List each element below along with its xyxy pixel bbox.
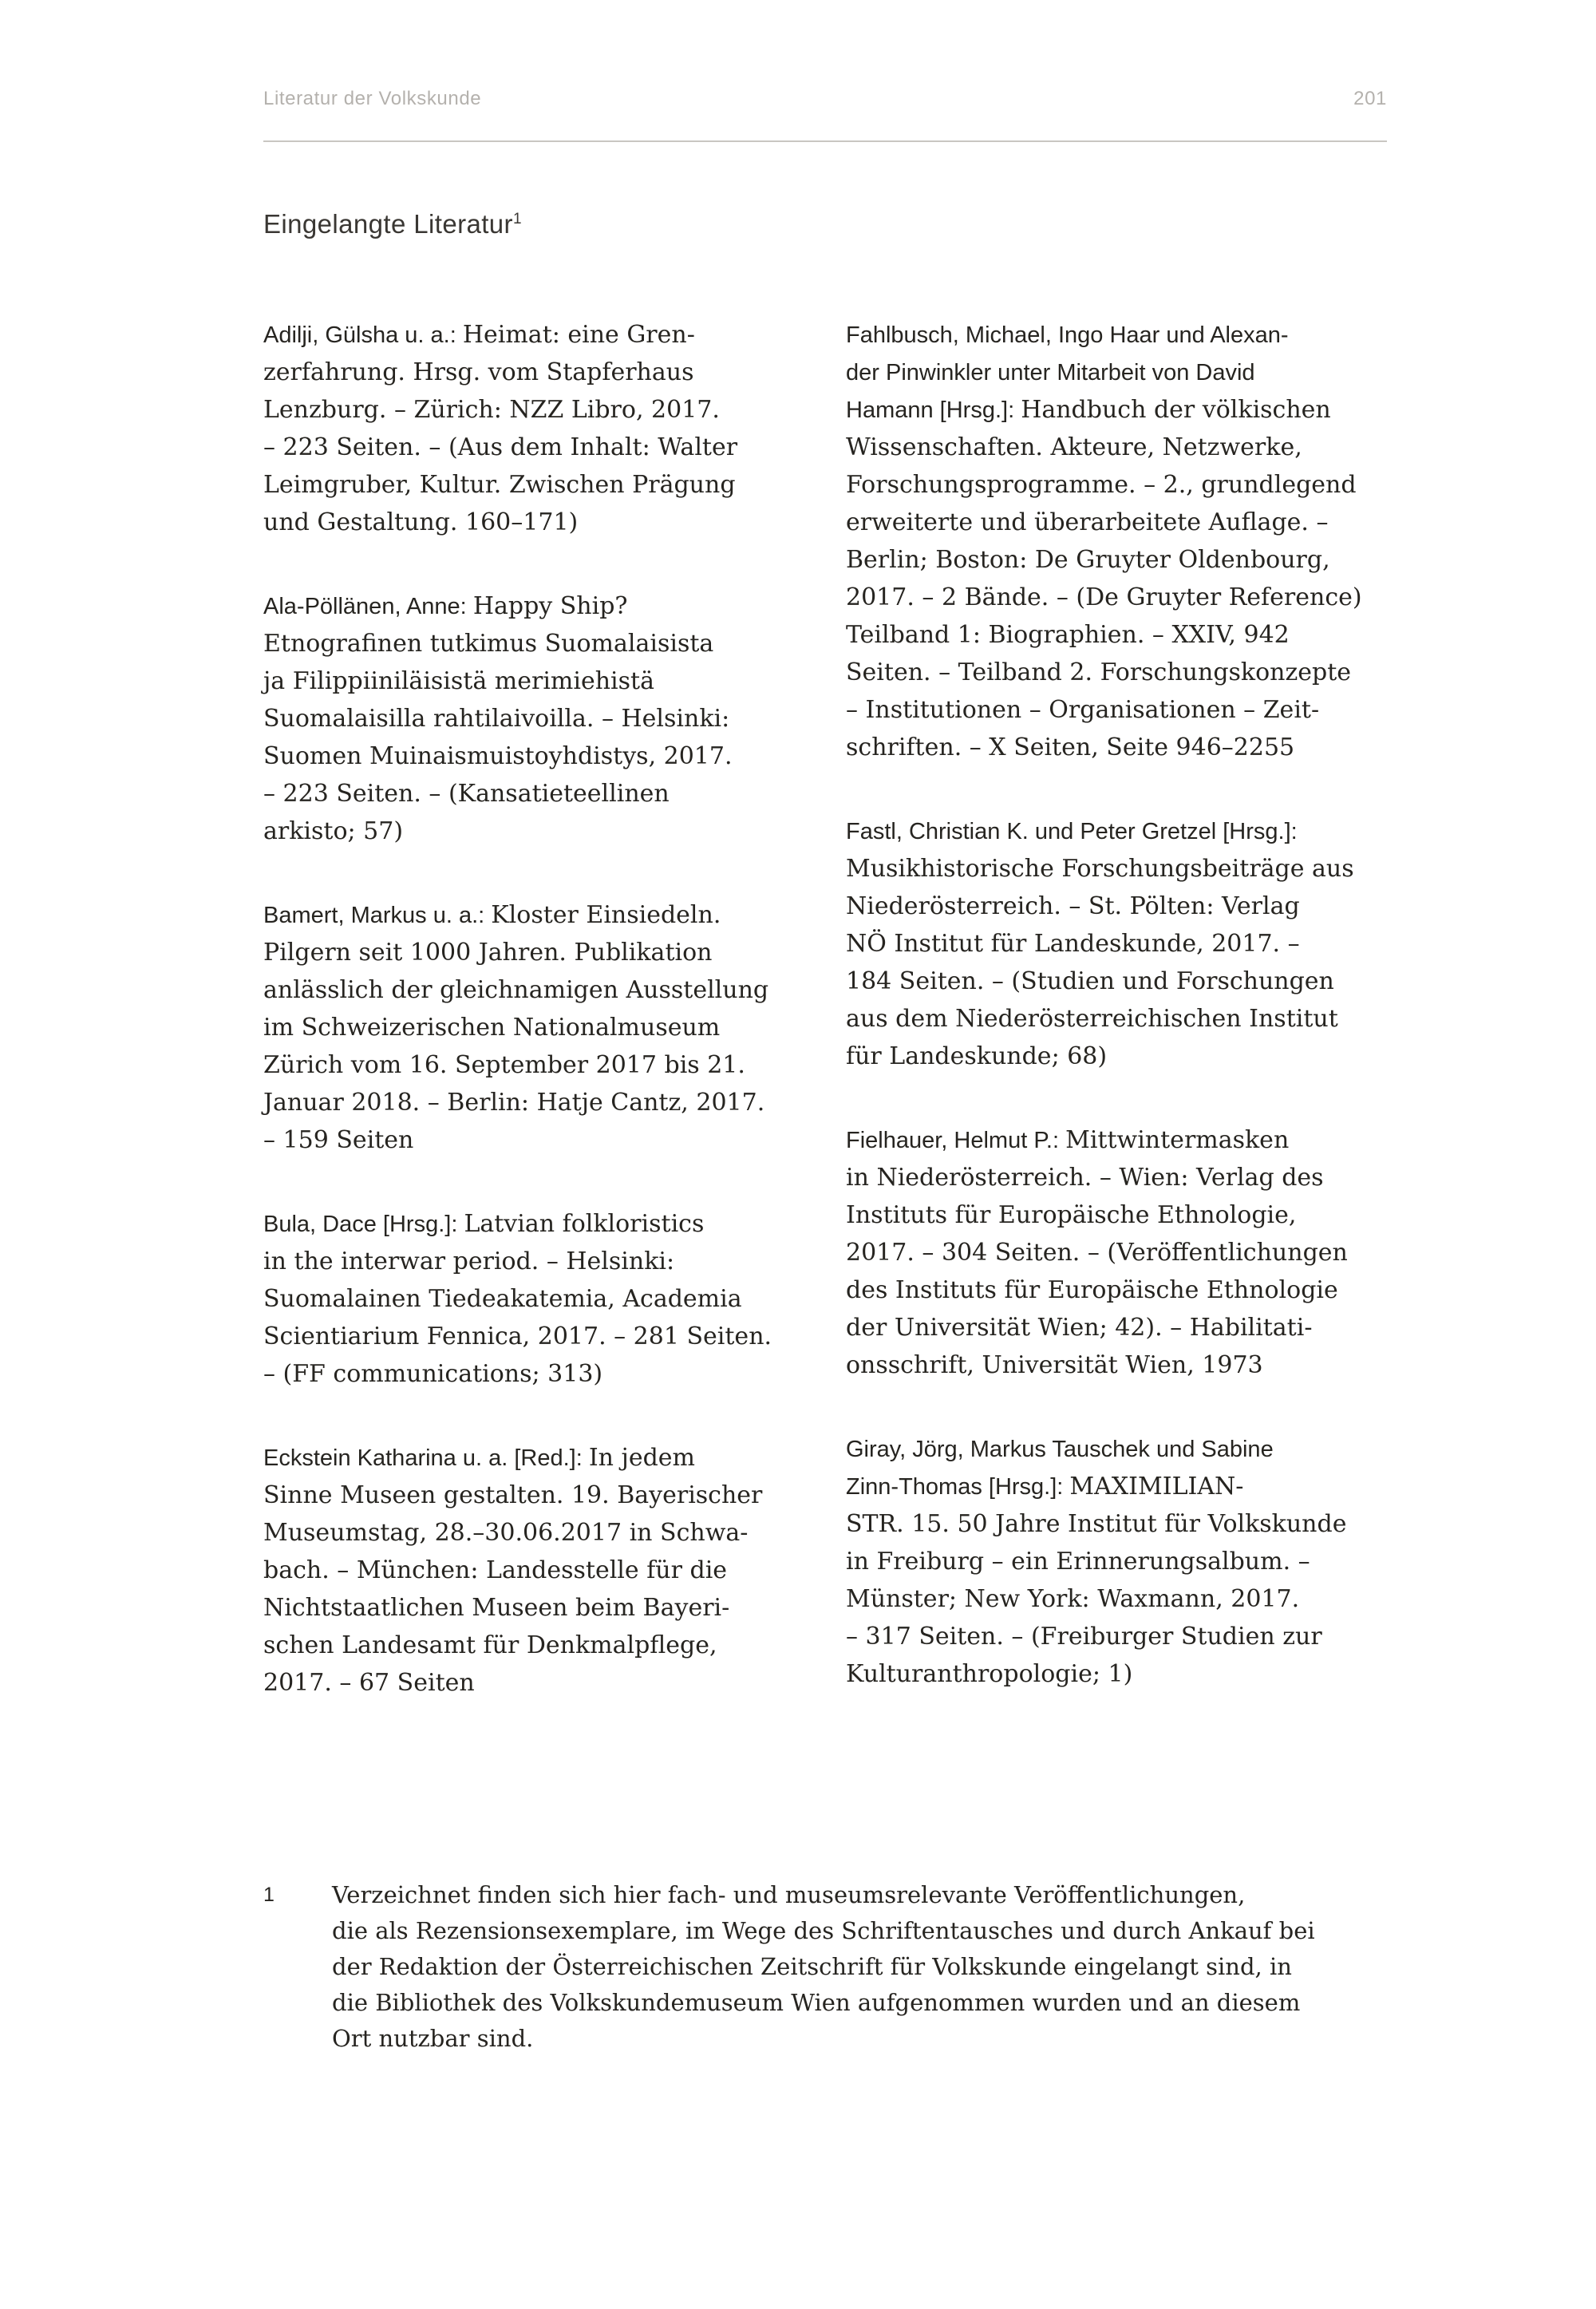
entry-text: erweiterte und überarbeitete Auflage. – [846,508,1329,536]
entry-text: Lenzburg. – Zürich: NZZ Libro, 2017. [263,396,720,424]
bib-line [846,850,1396,888]
bibliography-columns [263,316,1396,1748]
bib-line [846,654,1396,691]
bib-line [846,691,1396,729]
entry-text: Latvian folkloristics [464,1210,705,1238]
bib-line [846,1121,1396,1159]
bib-line [263,1084,790,1121]
bib-line [263,700,790,737]
entry-text: – 317 Seiten. – (Freiburger Studien zur [846,1623,1322,1651]
author-name: Adilji, Gülsha u. a.: [263,322,463,348]
entry-text: Wissenschaften. Akteure, Netzwerke, [846,433,1302,461]
entry-text: 2017. – 304 Seiten. – (Veröffentlichungen [846,1239,1348,1267]
bib-line [263,1552,790,1589]
bib-line [263,1627,790,1664]
bib-line [846,1580,1396,1618]
page-title [263,209,522,239]
bib-line [846,1430,1396,1468]
entry-text: Instituts für Europäische Ethnologie, [846,1201,1297,1229]
bib-line [846,1468,1396,1505]
entry-text: – (FF communications; 313) [263,1360,603,1388]
header-rule [263,140,1387,142]
footnote-line: die als Rezensionsexemplare, im Wege des Schriftentausches und durch Ankauf bei [332,1917,1315,1944]
entry-text: schriften. – X Seiten, Seite 946–2255 [846,733,1295,761]
bib-line [846,925,1396,963]
entry-text: Zürich vom 16. September 2017 bis 21. [263,1051,745,1079]
bib-line [263,1009,790,1046]
bib-line [846,729,1396,766]
bib-line [263,1355,790,1393]
footnote-line: Ort nutzbar sind. [332,2025,534,2052]
bib-line [846,354,1396,391]
bib-line [263,1318,790,1355]
bib-line [263,934,790,971]
entry-text: zerfahrung. Hrsg. vom Stapferhaus [263,358,694,386]
bib-line [263,1205,790,1243]
footnote-line: der Redaktion der Österreichischen Zeitschrift für Volkskunde eingelangt sind, in [332,1953,1292,1980]
bib-line [846,1346,1396,1384]
entry-text: in Freiburg – ein Erinnerungsalbum. – [846,1548,1310,1576]
footnote-reference: 1 [512,211,522,227]
entry-text: Handbuch der völkischen [1021,396,1331,424]
author-name: Zinn-Thomas [Hrsg.]: [846,1474,1070,1500]
bib-line [263,625,790,662]
running-header [263,88,1387,110]
entry-text: – 159 Seiten [263,1126,414,1154]
bib-line [846,616,1396,654]
bib-line [263,812,790,850]
bib-line [846,1196,1396,1234]
entry-text: onsschrift, Universität Wien, 1973 [846,1351,1263,1379]
bib-entry-bula [263,1205,790,1393]
bib-entry-fielhauer [846,1121,1396,1384]
running-title: Literatur der Volkskunde [263,88,482,109]
bib-line [846,1309,1396,1346]
footnote-line: Verzeichnet finden sich hier fach- und museumsrelevante Veröffentlichungen, [332,1881,1246,1908]
entry-text: des Instituts für Europäische Ethnologie [846,1276,1338,1304]
entry-text: Kloster Einsiedeln. [491,901,721,929]
entry-text: anlässlich der gleichnamigen Ausstellung [263,976,769,1004]
bib-line [263,1243,790,1280]
author-name: der Pinwinkler unter Mitarbeit von David [846,360,1255,385]
footnote-line: die Bibliothek des Volkskundemuseum Wien aufgenommen wurden und an diesem [332,1989,1301,2016]
entry-text: 2017. – 2 Bände. – (De Gruyter Reference) [846,583,1362,611]
bib-line [846,1271,1396,1309]
bib-line [263,391,790,429]
entry-text: NÖ Institut für Landeskunde, 2017. – [846,930,1300,958]
entry-text: 184 Seiten. – (Studien und Forschungen [846,967,1334,995]
entry-text: Suomen Muinaismuistoyhdistys, 2017. [263,742,733,770]
bib-line [846,1159,1396,1196]
bib-line [846,1038,1396,1075]
bib-line [846,812,1396,850]
entry-text: im Schweizerischen Nationalmuseum [263,1014,721,1042]
entry-text: Forschungsprogramme. – 2., grundlegend [846,471,1357,499]
entry-text: der Universität Wien; 42). – Habilitati- [846,1314,1313,1342]
bib-line [846,316,1396,354]
author-name: Ala-Pöllänen, Anne: [263,594,473,619]
entry-text: ja Filippiiniläisistä merimiehistä [263,667,654,695]
author-name: Fielhauer, Helmut P.: [846,1128,1066,1153]
entry-text: für Landeskunde; 68) [846,1042,1108,1070]
entry-text: und Gestaltung. 160–171) [263,508,579,536]
bib-line [263,1121,790,1159]
bib-line [263,429,790,466]
bib-line [846,429,1396,466]
entry-text: Scientiarium Fennica, 2017. – 281 Seiten. [263,1323,772,1350]
author-name: Fastl, Christian K. und Peter Gretzel [Hrsg.]: [846,819,1298,844]
entry-text: Nichtstaatlichen Museen beim Bayeri- [263,1594,730,1622]
footnote-number: 1 [263,1884,275,1906]
entry-text: Etnografinen tutkimus Suomalaisista [263,630,714,658]
bibliography-left-column [263,316,790,1748]
bib-line [263,316,790,354]
bib-entry-bamert [263,896,790,1159]
author-name: Fahlbusch, Michael, Ingo Haar und Alexan- [846,322,1289,348]
bib-line [263,971,790,1009]
entry-text: – Institutionen – Organisationen – Zeit- [846,696,1320,724]
bib-entry-ala-poellaenen [263,587,790,850]
entry-text: Berlin; Boston: De Gruyter Oldenbourg, [846,546,1330,574]
entry-text: MAXIMILIAN- [1069,1473,1244,1500]
entry-text: Kulturanthropologie; 1) [846,1660,1133,1688]
entry-text: Happy Ship? [472,592,628,620]
entry-text: arkisto; 57) [263,817,404,845]
bib-line [846,1505,1396,1543]
entry-text: Mittwintermasken [1065,1126,1290,1154]
bib-line [846,1655,1396,1693]
bib-entry-fahlbusch [846,316,1396,766]
bib-line [846,466,1396,504]
author-name: Eckstein Katharina u. a. [Red.]: [263,1445,589,1471]
bib-line [846,1234,1396,1271]
bib-line [263,587,790,625]
bib-entry-eckstein [263,1439,790,1702]
entry-text: Münster; New York: Waxmann, 2017. [846,1585,1300,1613]
author-name: Bamert, Markus u. a.: [263,903,492,928]
entry-text: Pilgern seit 1000 Jahren. Publikation [263,939,713,967]
entry-text: Heimat: eine Gren- [462,321,695,349]
bibliography-right-column [846,316,1396,1748]
entry-text: Seiten. – Teilband 2. Forschungskonzepte [846,658,1352,686]
bib-line [846,963,1396,1000]
entry-text: Januar 2018. – Berlin: Hatje Cantz, 2017. [263,1089,765,1117]
bib-line [263,466,790,504]
entry-text: schen Landesamt für Denkmalpflege, [263,1631,717,1659]
bib-line [263,896,790,934]
bib-line [846,541,1396,579]
bib-line [263,1477,790,1514]
bib-entry-adilji [263,316,790,541]
author-name: Hamann [Hrsg.]: [846,397,1021,423]
bib-line [263,737,790,775]
entry-text: Suomalaisilla rahtilaivoilla. – Helsinki: [263,705,730,733]
entry-text: in the interwar period. – Helsinki: [263,1247,675,1275]
bib-line [263,662,790,700]
bib-entry-fastl [846,812,1396,1075]
author-name: Giray, Jörg, Markus Tauschek und Sabine [846,1437,1274,1462]
entry-text: Leimgruber, Kultur. Zwischen Prägung [263,471,736,499]
entry-text: – 223 Seiten. – (Kansatieteellinen [263,780,670,808]
bib-line [263,1514,790,1552]
bib-line [846,888,1396,925]
bib-entry-giray [846,1430,1396,1693]
entry-text: 2017. – 67 Seiten [263,1669,475,1697]
entry-text: Museumstag, 28.–30.06.2017 in Schwa- [263,1519,749,1547]
entry-text: Sinne Museen gestalten. 19. Bayerischer [263,1481,763,1509]
bib-line [263,775,790,812]
entry-text: aus dem Niederösterreichischen Institut [846,1005,1338,1033]
page-title-text: Eingelangte Literatur [263,209,513,239]
entry-text: Teilband 1: Biographien. – XXIV, 942 [846,621,1290,649]
entry-text: Musikhistorische Forschungsbeiträge aus [846,855,1354,883]
page-number: 201 [1353,88,1387,109]
bib-line [846,391,1396,429]
entry-text: STR. 15. 50 Jahre Institut für Volkskunde [846,1510,1347,1538]
bib-line [263,354,790,391]
entry-text: Suomalainen Tiedeakatemia, Academia [263,1285,742,1313]
entry-text: in Niederösterreich. – Wien: Verlag des [846,1164,1324,1192]
bib-line [846,579,1396,616]
author-name: Bula, Dace [Hrsg.]: [263,1212,464,1237]
bib-line [263,1280,790,1318]
bib-line [846,1543,1396,1580]
entry-text: In jedem [588,1444,695,1472]
bib-line [263,1589,790,1627]
footnote [263,1877,1387,2057]
entry-text: – 223 Seiten. – (Aus dem Inhalt: Walter [263,433,738,461]
entry-text: Niederösterreich. – St. Pölten: Verlag [846,892,1300,920]
bib-line [263,1664,790,1702]
bib-line [846,504,1396,541]
bib-line [263,504,790,541]
footnote-text [332,1877,1315,2057]
bib-line [846,1618,1396,1655]
bib-line [263,1439,790,1477]
bib-line [846,1000,1396,1038]
entry-text: bach. – München: Landesstelle für die [263,1556,728,1584]
bib-line [263,1046,790,1084]
